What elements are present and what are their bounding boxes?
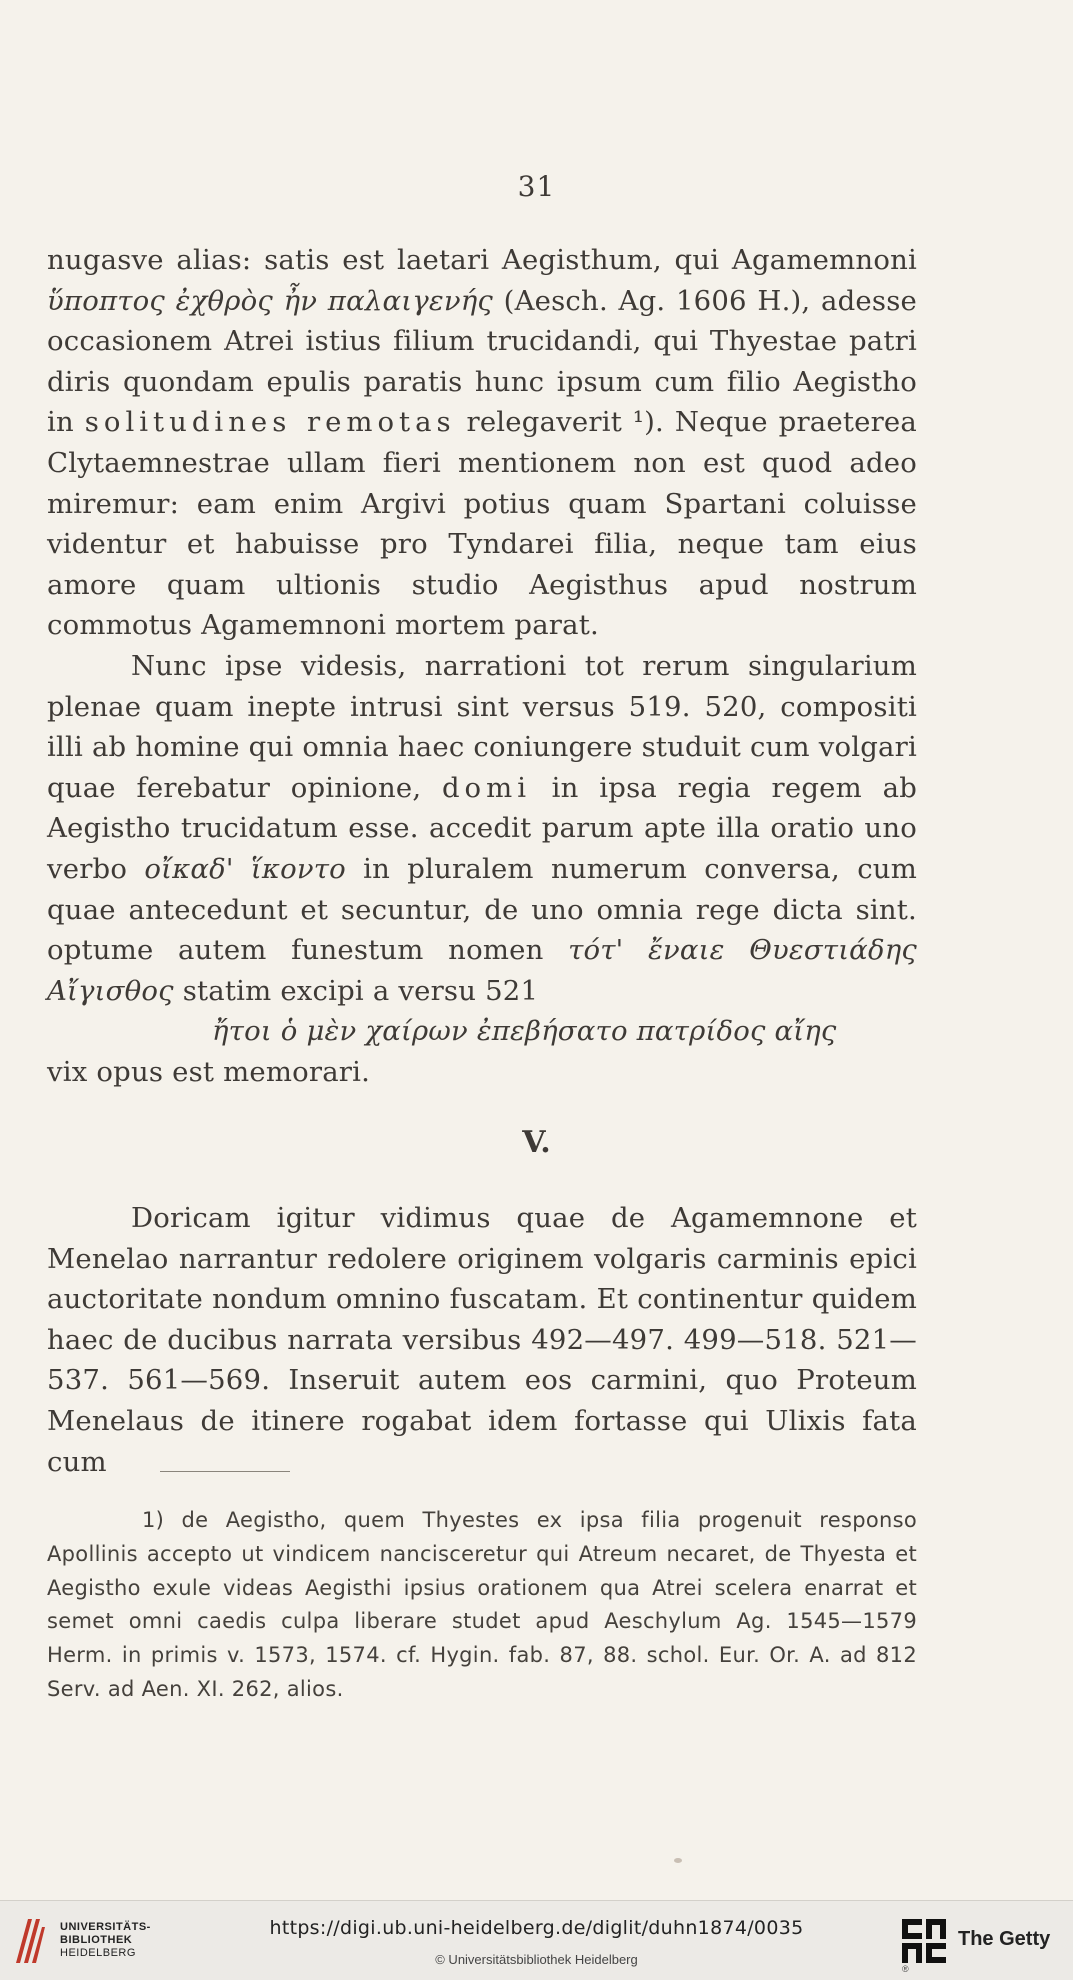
footnote (47, 1504, 917, 1707)
text-run: nugasve alias: satis est laetari Aegisthum, qui Agamemnoni (47, 244, 917, 276)
paper-speck (674, 1858, 682, 1863)
section-text (47, 1198, 917, 1482)
paragraph-3: Doricam igitur vidimus quae de Agamemnone et Menelao narrantur redolere originem volgaris carminis epici auctoritate nondum omnino fuscatam. Et continentur quidem haec de ducibus narrata versibus 492—497. 499—518. 521—537. 561—569. Inseruit autem eos carmini, quo Proteum Menelaus de itinere rogabat idem fortasse qui Ulixis fata cum (47, 1202, 917, 1478)
footnote-text: 1) de Aegistho, quem Thyestes ex ipsa filia progenuit responso Apollinis accepto ut vindicem nancisceretur qui Atreum necaret, de Thyesta et Aegistho exule videas Aegisthi ipsius orationem qua Atrei scelera enarrat et semet omni caedis culpa liberare studet apud Aeschylum Ag. 1545—1579 Herm. in primis v. 1573, 1574. cf. Hygin. fab. 87, 88. schol. Eur. Or. A. ad 812 Serv. ad Aen. XI. 262, alios. (47, 1508, 917, 1701)
closing-line: vix opus est memorari. (47, 1055, 371, 1088)
partner-name: The Getty (958, 1928, 1051, 1950)
emphasized-text: solitudines remotas (84, 406, 456, 439)
verse-quotation: ἤτοι ὁ μὲν χαίρων ἐπεβήσατο πατρίδος αἴης (212, 1015, 837, 1048)
text-run: relegaverit ¹). Neque praeterea Clytaemnestrae ullam fieri mentionem non est quod adeo miremur: eam enim Argivi potius quam Spartani coluisse videntur et habuisse pro Tyndarei filia, neque tam eius amore quam ultionis studio Aegisthus apud nostrum commotus Agamemnoni mortem parat. (47, 406, 917, 642)
greek-quotation: τότ' ἔναιε Θυεστιάδης Αἴγισθος (47, 934, 917, 1007)
registered-mark: ® (902, 1964, 909, 1974)
text-run: statim excipi a versu 521 (173, 974, 539, 1007)
getty-logo-icon[interactable] (902, 1919, 946, 1963)
university-name-line-1: UNIVERSITÄTS- (60, 1921, 151, 1933)
page-number: 31 (517, 170, 556, 203)
emphasized-text: domi (441, 771, 531, 804)
main-text (47, 240, 917, 1092)
permalink-url[interactable]: https://digi.ub.uni-heidelberg.de/diglit/duhn1874/0035 (269, 1917, 804, 1939)
text-run: Nunc ipse videsis, narrationi tot rerum singularium plenae quam inepte intrusi sint versus 519. 520, compositi illi ab homine qui omnia haec coniungere studuit cum volgari quae ferebatur opinione, (47, 649, 917, 804)
text-run: (Aesch. Ag. 1606 H.), adesse occasionem Atrei istius filium trucidandi, qui Thyestae patri diris quondam epulis paratis hunc ipsum cum filio Aegistho in (47, 284, 917, 439)
university-name-line-2: BIBLIOTHEK (60, 1934, 133, 1946)
paragraph-2 (47, 646, 917, 1011)
text-run: in ipsa regia regem ab Aegistho trucidatum esse. accedit parum apte illa oratio uno verbo (47, 771, 918, 885)
greek-quotation: οἴκαδ' ἵκοντο (144, 852, 346, 885)
paragraph-1 (47, 240, 917, 646)
footnote-divider (160, 1471, 290, 1472)
section-heading: V. (522, 1125, 551, 1160)
greek-quotation: ὕποπτος ἐχθρὸς ἦν παλαιγενής (47, 284, 494, 317)
text-run: in pluralem numerum conversa, cum quae antecedunt et secuntur, de uno omnia rege dicta sint. optume autem funestum nomen (47, 852, 917, 967)
viewer-footer (0, 1900, 1073, 1980)
copyright-notice: © Universitätsbibliothek Heidelberg (435, 1952, 638, 1967)
university-name-line-3: HEIDELBERG (60, 1947, 136, 1959)
